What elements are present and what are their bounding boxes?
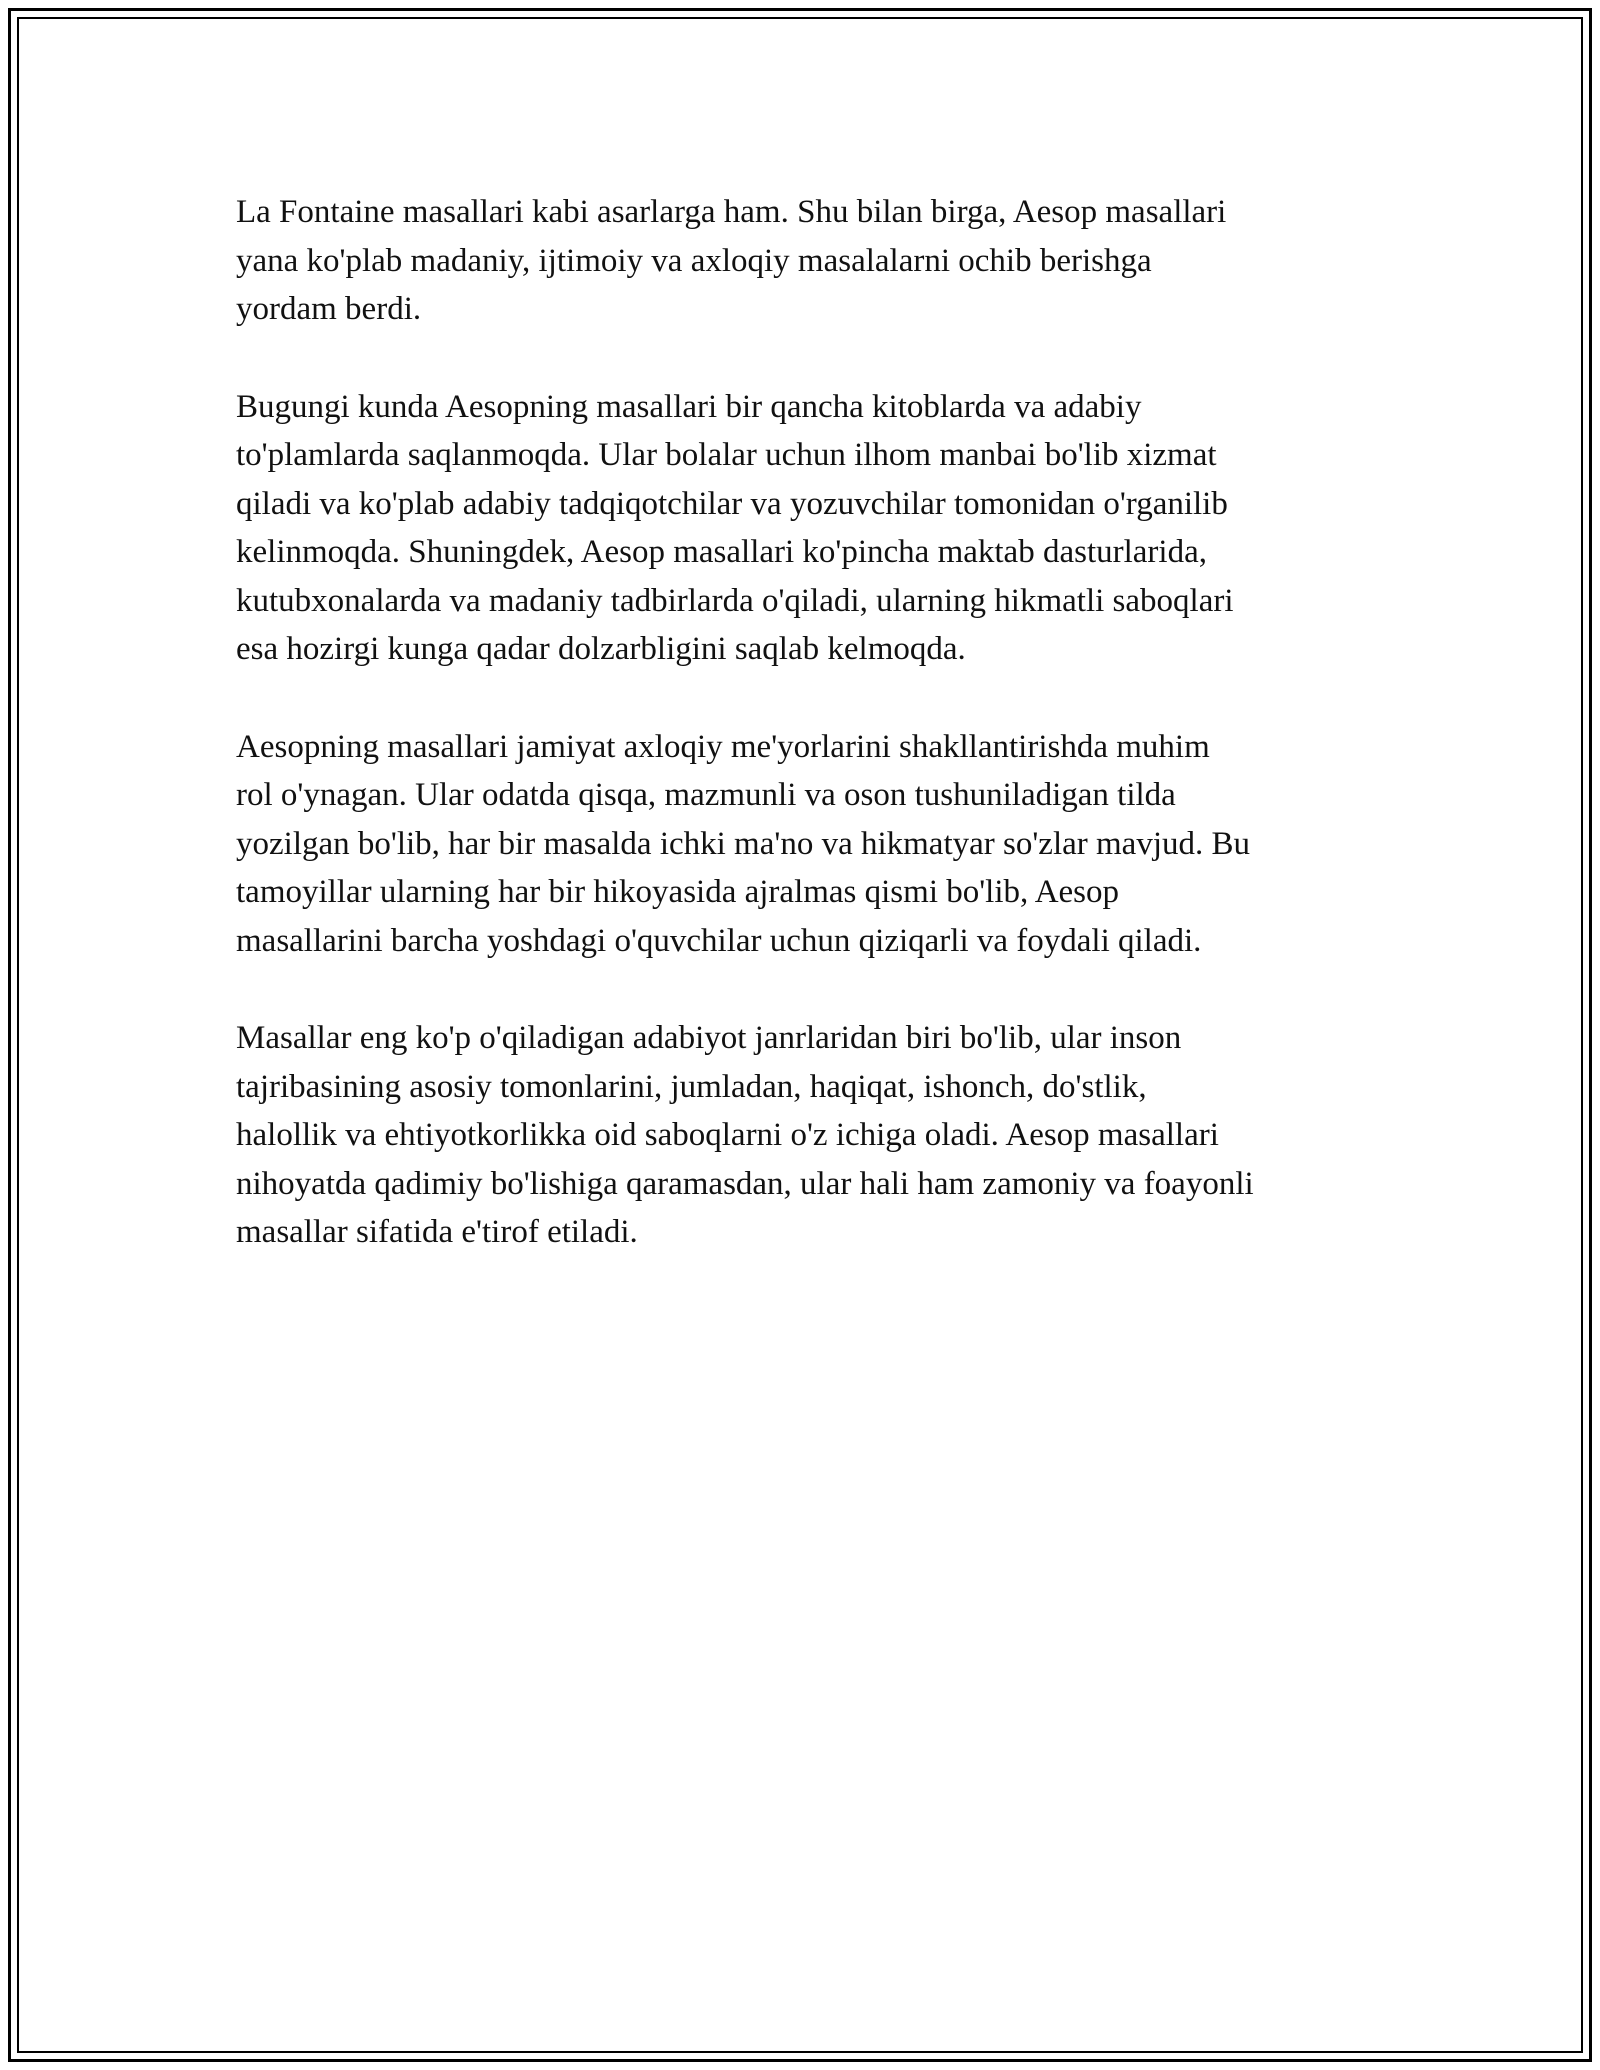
paragraph-3	[236, 723, 1376, 966]
text-line: Masallar eng ko'p o'qiladigan adabiyot janrlaridan biri bo'lib, ular inson	[236, 1020, 1182, 1056]
paragraph-2	[236, 383, 1376, 674]
text-line: tamoyillar ularning har bir hikoyasida ajralmas qismi bo'lib, Aesop	[236, 874, 1120, 910]
text-line: yana ko'plab madaniy, ijtimoiy va axloqiy masalalarni ochib berishga	[236, 242, 1152, 279]
text-line: Aesopning masallari jamiyat axloqiy me'yorlarini shakllantirishda muhim	[236, 728, 1210, 765]
text-line: to'plamlarda saqlanmoqda. Ular bolalar uchun ilhom manbai bo'lib xizmat	[236, 437, 1217, 473]
text-line: tajribasining asosiy tomonlarini, jumladan, haqiqat, ishonch, do'stlik,	[236, 1068, 1147, 1105]
paragraph-4	[236, 1014, 1376, 1257]
document-body	[236, 188, 1376, 1306]
text-line: yordam berdi.	[236, 291, 422, 327]
text-line: qiladi va ko'plab adabiy tadqiqotchilar va yozuvchilar tomonidan o'rganilib	[236, 485, 1228, 522]
text-line: masallarini barcha yoshdagi o'quvchilar uchun qiziqarli va foydali qiladi.	[236, 922, 1202, 959]
text-line: halollik va ehtiyotkorlikka oid saboqlarni o'z ichiga oladi. Aesop masallari	[236, 1117, 1219, 1153]
text-line: yozilgan bo'lib, har bir masalda ichki ma'no va hikmatyar so'zlar mavjud. Bu	[236, 825, 1250, 862]
text-line: kelinmoqda. Shuningdek, Aesop masallari ko'pincha maktab dasturlarida,	[236, 534, 1207, 570]
text-line: rol o'ynagan. Ular odatda qisqa, mazmunli va oson tushuniladigan tilda	[236, 777, 1176, 813]
text-line: masallar sifatida e'tirof etiladi.	[236, 1214, 638, 1250]
text-line: esa hozirgi kunga qadar dolzarbligini saqlab kelmoqda.	[236, 631, 966, 667]
text-line: La Fontaine masallari kabi asarlarga ham. Shu bilan birga, Aesop masallari	[236, 194, 1227, 230]
text-line: nihoyatda qadimiy bo'lishiga qaramasdan, ular hali ham zamoniy va foayonli	[236, 1165, 1254, 1202]
text-line: Bugungi kunda Aesopning masallari bir qancha kitoblarda va adabiy	[236, 388, 1142, 425]
paragraph-1	[236, 188, 1376, 334]
text-line: kutubxonalarda va madaniy tadbirlarda o'qiladi, ularning hikmatli saboqlari	[236, 582, 1234, 619]
